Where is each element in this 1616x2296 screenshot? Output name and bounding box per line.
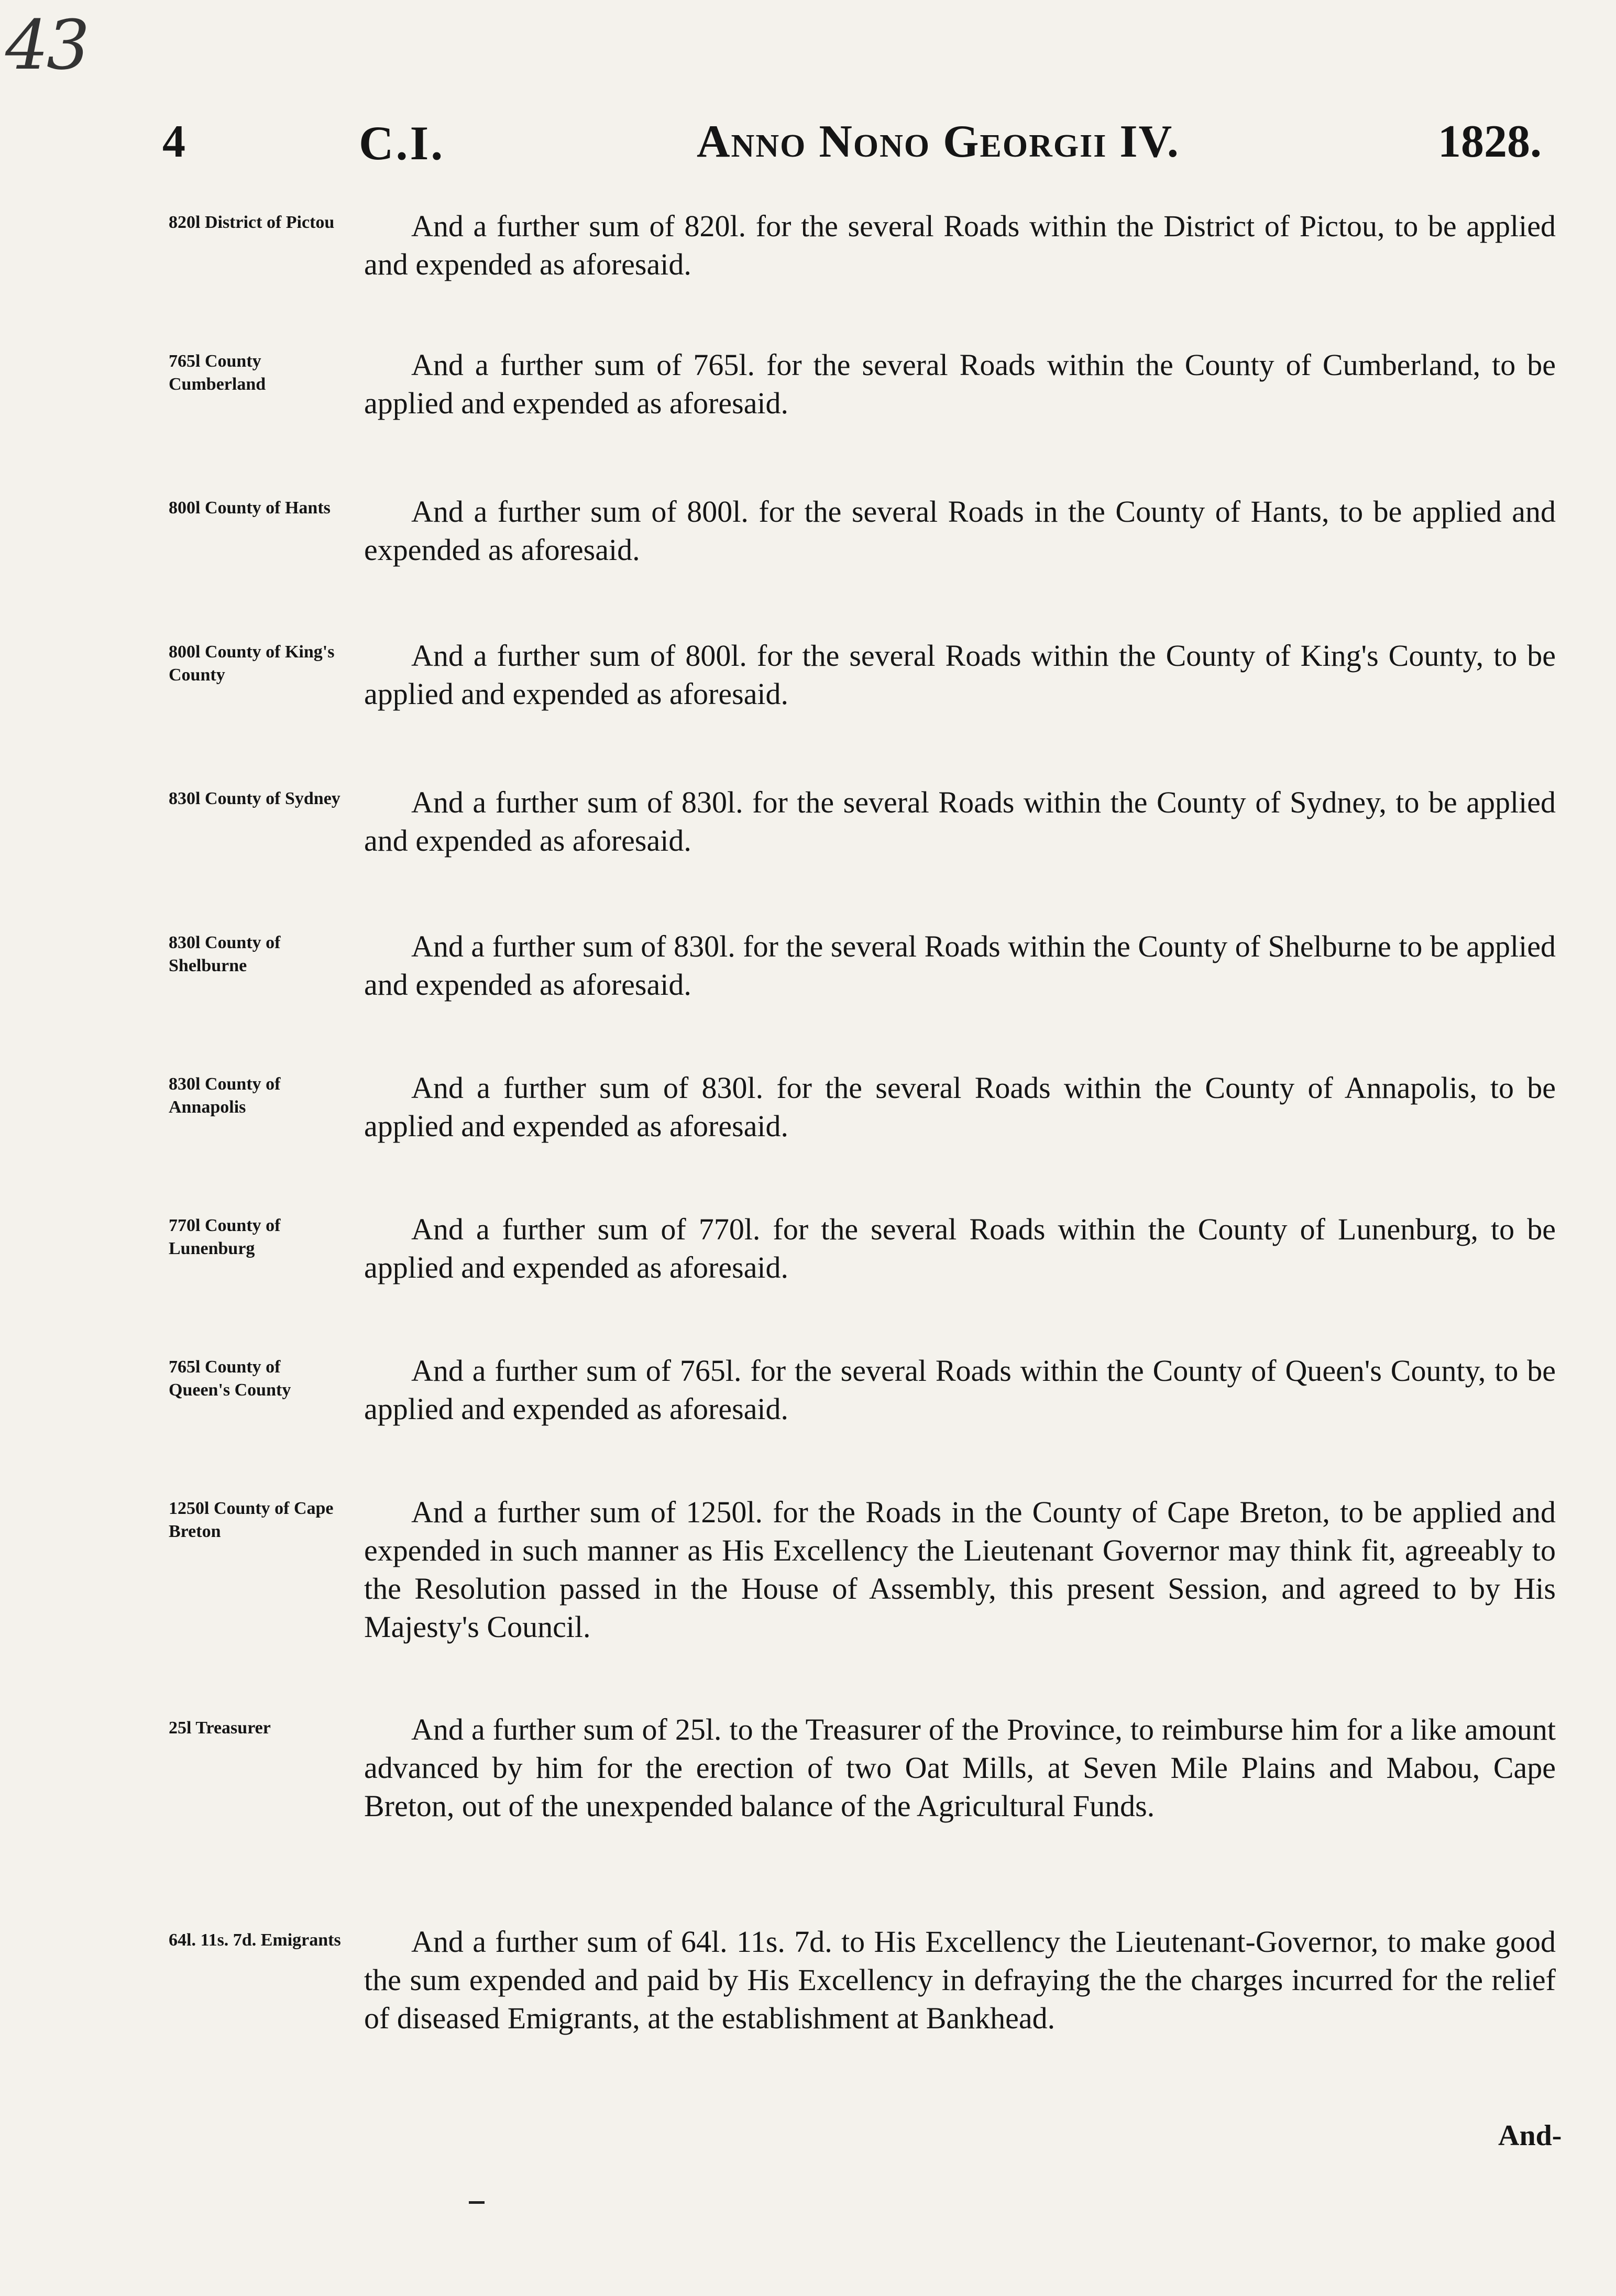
margin-note: 25l Treasurer [169, 1718, 271, 1738]
handwritten-folio-number: 43 [5, 5, 88, 85]
margin-note: 765l County Cumberland [169, 351, 266, 394]
entry-text: And a further sum of 770l. for the several Roads within the County of Lunenburg, to be applied and expended as aforesaid. [364, 1212, 1556, 1284]
entry-text: And a further sum of 64l. 11s. 7d. to His Excellency the Lieutenant-Governor, to make good the sum expended and paid by His Excellency in defraying the the charges incurred for the relief of diseased Emigrants, at the establishment at Bankhead. [364, 1925, 1556, 2035]
margin-note: 64l. 11s. 7d. Emigrants [169, 1930, 341, 1950]
margin-note: 770l County of Lunenburg [169, 1216, 281, 1258]
entry-text: And a further sum of 1250l. for the Roads in the County of Cape Breton, to be applied and expended in such manner as His Excellency the Lieutenant Governor may think fit, agreeably to the Resolution passed in the House of Assembly, this present Session, and agreed to by His Majesty's Council. [364, 1495, 1556, 1644]
entry-text: And a further sum of 820l. for the several Roads within the District of Pictou, to be applied and expended as aforesaid. [364, 209, 1556, 281]
entry-text: And a further sum of 765l. for the several Roads within the County of Queen's County, to be applied and expended as aforesaid. [364, 1354, 1556, 1426]
margin-note: 830l County of Shelburne [169, 933, 281, 975]
year: 1828. [1438, 116, 1542, 167]
running-header [0, 115, 1616, 178]
margin-note: 800l County of Hants [169, 498, 331, 518]
entry-text: And a further sum of 800l. for the several Roads in the County of Hants, to be applied and expended as aforesaid. [364, 495, 1556, 567]
entry-text: And a further sum of 830l. for the several Roads within the County of Annapolis, to be applied and expended as aforesaid. [364, 1071, 1556, 1143]
margin-note: 1250l County of Cape Breton [169, 1499, 334, 1541]
entry-text: And a further sum of 800l. for the several Roads within the County of King's County, to be applied and expended as aforesaid. [364, 639, 1556, 711]
margin-note: 800l County of King's County [169, 642, 335, 685]
catchword: And- [1498, 2119, 1562, 2152]
margin-note: 830l County of Annapolis [169, 1074, 281, 1117]
page-number: 4 [162, 116, 185, 167]
chapter-number: C.I. [359, 116, 445, 170]
entry-text: And a further sum of 765l. for the several Roads within the County of Cumberland, to be applied and expended as aforesaid. [364, 348, 1556, 420]
entry-text: And a further sum of 830l. for the several Roads within the County of Sydney, to be applied and expended as aforesaid. [364, 785, 1556, 858]
margin-note: 830l County of Sydney [169, 789, 340, 808]
entry-text: And a further sum of 830l. for the several Roads within the County of Shelburne to be applied and expended as aforesaid. [364, 929, 1556, 1002]
stray-mark [469, 2201, 485, 2204]
margin-note: 765l County of Queen's County [169, 1357, 291, 1400]
entry-text: And a further sum of 25l. to the Treasurer of the Province, to reimburse him for a like amount advanced by him for the erection of two Oat Mills, at Seven Mile Plains and Mabou, Cape Breton, out of the unexpended balance of the Agricultural Funds. [364, 1712, 1556, 1823]
running-title: Anno Nono Georgii IV. [697, 116, 1180, 167]
margin-note: 820l District of Pictou [169, 213, 335, 232]
